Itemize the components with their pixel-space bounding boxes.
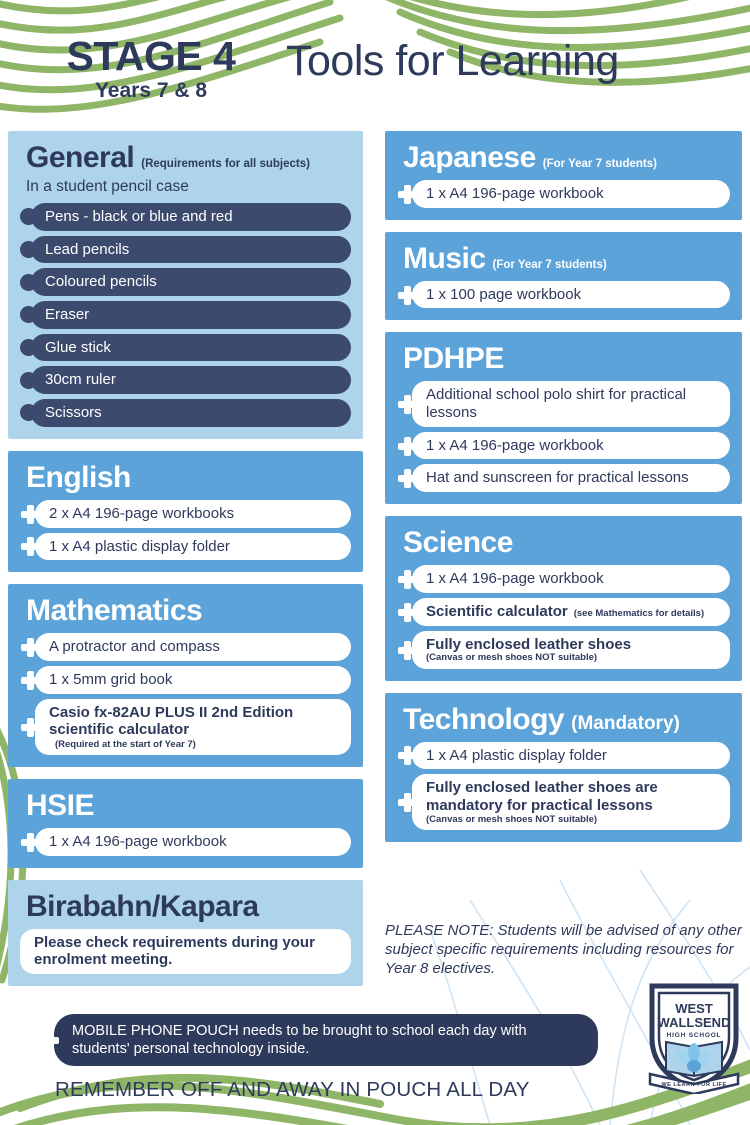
item-text-row <box>426 286 716 304</box>
panel-header-mathematics <box>20 594 351 627</box>
item-text-row <box>45 404 337 422</box>
item-inline-note: (Required at the start of Year 7) <box>55 738 196 750</box>
item-pill <box>412 464 730 492</box>
item-label: 30cm ruler <box>45 371 116 389</box>
item-label: Pens - black or blue and red <box>45 208 233 225</box>
item-label: 1 x 100 page workbook <box>426 285 582 303</box>
mobile-phone-pouch-banner <box>38 1014 598 1066</box>
item-label: Scientific calculator <box>426 602 568 620</box>
panel-header-birabahn-kapara <box>20 890 351 923</box>
school-logo <box>642 976 746 1094</box>
item-text-row <box>426 779 716 814</box>
plus-icon <box>397 468 417 488</box>
item-label: 1 x A4 plastic display folder <box>49 537 230 555</box>
item-pill <box>412 432 730 460</box>
item-pill <box>412 598 730 626</box>
item-text-row <box>426 636 716 654</box>
item-pill <box>412 774 730 830</box>
item-text-row <box>426 603 716 621</box>
panel-title-science: Science <box>403 526 513 560</box>
list-item <box>20 268 351 296</box>
item-pill <box>20 929 351 974</box>
panel-title-birabahn-kapara: Birabahn/Kapara <box>26 889 259 923</box>
list-item <box>397 180 730 208</box>
stage-block <box>0 33 280 102</box>
panel-title-music: Music <box>403 241 486 275</box>
plus-icon <box>20 717 40 737</box>
panel-title-technology: Technology <box>403 702 565 736</box>
panel-header-science <box>397 526 730 559</box>
panel-note-japanese: (For Year 7 students) <box>542 158 657 170</box>
list-item <box>20 399 351 427</box>
panel-title-mathematics: Mathematics <box>26 594 203 628</box>
item-sub-note: (Canvas or mesh shoes NOT suitable) <box>426 813 598 825</box>
item-text-row <box>45 273 337 291</box>
panel-mathematics <box>8 584 363 767</box>
item-label: Casio fx-82AU PLUS II 2nd Edition scientific calculator <box>49 703 294 739</box>
panel-header-general <box>20 141 351 174</box>
item-text-row <box>45 208 337 226</box>
item-text-row <box>49 638 337 656</box>
plus-icon <box>20 504 40 524</box>
panel-science <box>385 516 742 681</box>
item-pill <box>35 500 351 528</box>
item-text-row <box>426 386 716 421</box>
item-label: 1 x A4 196-page workbook <box>49 832 227 850</box>
plus-icon <box>20 637 40 657</box>
item-text-row <box>49 538 337 556</box>
panel-title-english: English <box>26 460 131 494</box>
item-text-row <box>49 671 337 689</box>
item-pill <box>35 828 351 856</box>
list-item <box>20 533 351 561</box>
page-title: Tools for Learning <box>286 37 619 85</box>
list-item <box>20 633 351 661</box>
item-label: 1 x 5mm grid book <box>49 670 173 688</box>
item-text-row <box>426 437 716 455</box>
item-text-row <box>49 704 337 750</box>
panel-title-pdhpe: PDHPE <box>403 342 504 376</box>
panel-subtitle-general: In a student pencil case <box>26 178 189 195</box>
item-pill <box>31 334 351 362</box>
panel-english <box>8 451 363 572</box>
item-text-row <box>45 241 337 259</box>
item-pill <box>412 631 730 669</box>
panel-header-japanese <box>397 141 730 174</box>
item-label: Coloured pencils <box>45 273 157 291</box>
logo-motto: WE LEARN FOR LIFE <box>661 1082 727 1088</box>
item-pill <box>31 203 351 231</box>
item-text-row <box>49 505 337 523</box>
panel-general <box>8 131 363 439</box>
item-label: Please check requirements during your enrolment meeting. <box>34 933 315 969</box>
list-item <box>20 236 351 264</box>
item-text-row <box>426 747 716 765</box>
panel-japanese <box>385 131 742 220</box>
item-pill <box>31 399 351 427</box>
list-item <box>20 301 351 329</box>
logo-line3: HIGH SCHOOL <box>666 1032 722 1039</box>
list-item <box>20 929 351 974</box>
item-label: 1 x A4 196-page workbook <box>426 570 604 588</box>
plus-icon <box>397 640 417 660</box>
item-label: Fully enclosed leather shoes are mandatory for practical lessons <box>426 779 658 814</box>
list-item <box>397 631 730 669</box>
item-pill <box>412 742 730 770</box>
left-column <box>8 131 363 998</box>
item-pill <box>412 381 730 426</box>
list-item <box>20 828 351 856</box>
list-item <box>397 742 730 770</box>
item-sub-note: (Canvas or mesh shoes NOT suitable) <box>426 652 598 664</box>
item-label: Fully enclosed leather shoes <box>426 635 632 653</box>
item-pill <box>35 533 351 561</box>
panel-hsie <box>8 779 363 868</box>
panel-technology <box>385 693 742 843</box>
list-item <box>20 334 351 362</box>
list-item <box>397 774 730 830</box>
item-pill <box>31 236 351 264</box>
panel-title-hsie: HSIE <box>26 788 95 822</box>
list-item <box>397 565 730 593</box>
item-text-row <box>45 339 337 357</box>
stage-title: STAGE 4 <box>66 33 236 79</box>
logo-line2: WALLSEND <box>657 1015 731 1030</box>
list-item <box>397 281 730 309</box>
mobile-phone-pouch-text: MOBILE PHONE POUCH needs to be brought to school each day with students' personal technology inside. <box>54 1014 598 1066</box>
item-text-row <box>426 185 716 203</box>
plus-icon <box>397 569 417 589</box>
plus-icon <box>397 436 417 456</box>
panel-music <box>385 232 742 321</box>
item-pill <box>35 633 351 661</box>
panel-note-general: (Requirements for all subjects) <box>141 158 310 170</box>
item-label: A protractor and compass <box>49 638 220 656</box>
item-label: 1 x A4 196-page workbook <box>426 436 604 454</box>
list-item <box>397 464 730 492</box>
item-pill <box>31 366 351 394</box>
panel-note-technology: (Mandatory) <box>571 712 680 734</box>
item-text-row <box>45 371 337 389</box>
plus-icon <box>397 745 417 765</box>
plus-icon <box>20 670 40 690</box>
plus-icon <box>397 285 417 305</box>
bullet-dot-icon <box>20 372 37 389</box>
item-label: Hat and sunscreen for practical lessons <box>426 469 689 487</box>
panel-title-japanese: Japanese <box>403 141 536 174</box>
panel-header-music <box>397 242 730 275</box>
item-label: Additional school polo shirt for practical lessons <box>426 386 687 422</box>
panel-note-music: (For Year 7 students) <box>492 258 607 271</box>
page-footer <box>0 1014 750 1102</box>
panel-title-general: General <box>26 141 135 174</box>
plus-icon <box>397 394 417 414</box>
item-pill <box>412 565 730 593</box>
item-label: Scissors <box>45 404 102 422</box>
list-item <box>20 699 351 755</box>
plus-icon <box>38 1029 60 1051</box>
item-label: 2 x A4 196-page workbooks <box>49 504 235 522</box>
panel-pdhpe <box>385 332 742 504</box>
stage-subtitle: Years 7 & 8 <box>94 79 208 102</box>
page-header <box>0 33 750 126</box>
panel-header-hsie <box>20 789 351 822</box>
item-label: Glue stick <box>45 338 111 356</box>
item-text-row <box>426 570 716 588</box>
list-item <box>397 598 730 626</box>
please-note-text: PLEASE NOTE: Students will be advised of any other subject specific requirements including resources for Year 8 electives. <box>385 922 742 978</box>
panel-birabahn-kapara <box>8 880 363 986</box>
list-item <box>20 366 351 394</box>
panel-header-pdhpe <box>397 342 730 375</box>
item-label: 1 x A4 196-page workbook <box>426 185 604 202</box>
item-pill <box>412 281 730 309</box>
list-item <box>397 432 730 460</box>
item-text-row <box>34 934 337 969</box>
logo-line1: WEST <box>675 1001 713 1016</box>
item-label: 1 x A4 plastic display folder <box>426 746 607 764</box>
list-item <box>20 666 351 694</box>
list-item <box>20 500 351 528</box>
item-pill <box>31 268 351 296</box>
panel-header-english <box>20 461 351 494</box>
item-label: Lead pencils <box>45 240 130 258</box>
item-pill <box>35 666 351 694</box>
item-label: Eraser <box>45 306 90 324</box>
right-column <box>385 131 742 854</box>
item-pill <box>412 180 730 208</box>
plus-icon <box>20 832 40 852</box>
plus-icon <box>397 184 417 204</box>
panel-header-technology <box>397 703 730 736</box>
plus-icon <box>397 792 417 812</box>
plus-icon <box>397 602 417 622</box>
remember-text: REMEMBER OFF AND AWAY IN POUCH ALL DAY <box>55 1078 530 1102</box>
list-item <box>397 381 730 426</box>
bullet-dot-icon <box>20 241 37 258</box>
bullet-dot-icon <box>20 274 37 291</box>
bullet-dot-icon <box>20 339 37 356</box>
plus-icon <box>20 536 40 556</box>
item-text-row <box>45 306 337 324</box>
list-item <box>20 203 351 231</box>
item-pill <box>31 301 351 329</box>
item-text-row <box>49 833 337 851</box>
item-pill <box>35 699 351 755</box>
item-inline-note: (see Mathematics for details) <box>573 607 705 619</box>
item-text-row <box>426 469 716 487</box>
